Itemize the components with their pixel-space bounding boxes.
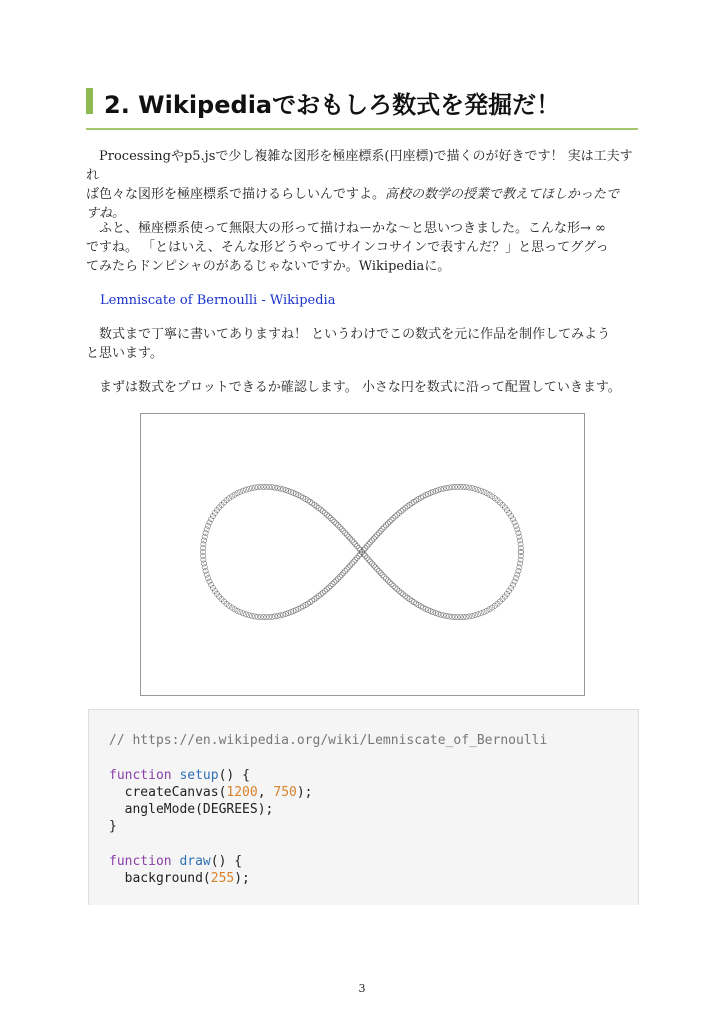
curve-point <box>207 579 212 584</box>
curve-point <box>243 487 248 492</box>
curve-point <box>507 588 512 593</box>
code-line: createCanvas(1200, 750); <box>124 785 313 800</box>
curve-point <box>475 487 480 492</box>
code-block <box>88 709 639 905</box>
paragraph-line: ふと、極座標系使って無限大の形って描けねーかな〜と思いつきました。こんな形→ ∞ <box>99 221 606 236</box>
curve-point <box>512 579 517 584</box>
paragraph-infinity <box>86 219 638 276</box>
curve-point <box>507 510 512 515</box>
curve-point <box>478 611 483 616</box>
curve-point <box>461 484 466 489</box>
code-line: angleMode(DEGREES); <box>124 802 274 817</box>
curve-point <box>261 615 266 620</box>
curve-point <box>264 615 269 620</box>
curve-point <box>202 565 207 570</box>
emphasis-text: 高校の数学の授業で教えてほしかったで <box>385 187 620 202</box>
curve-point <box>517 561 522 566</box>
curve-point <box>205 523 210 528</box>
curve-point <box>461 614 466 619</box>
curve-point <box>510 517 515 522</box>
curve-point <box>261 484 266 489</box>
page-number: 3 <box>358 982 366 995</box>
curve-point <box>458 484 463 489</box>
curve-point <box>240 488 245 493</box>
curve-point <box>517 565 522 570</box>
curve-point <box>212 588 217 593</box>
paragraph-plot <box>86 378 638 397</box>
curve-point <box>258 484 263 489</box>
curve-point <box>515 572 520 577</box>
paragraph-line: Processingやp5.jsで少し複雑な図形を極座標系(円座標)で描くのが好きです！ 実は工夫すれ <box>86 149 633 183</box>
curve-point <box>207 520 212 525</box>
code-line: } <box>109 819 117 834</box>
section-title: 2. Wikipediaでおもしろ数式を発掘だ！ <box>104 91 561 119</box>
curve-point <box>255 614 260 619</box>
heading-accent-bar <box>86 88 93 114</box>
curve-point <box>481 489 486 494</box>
code-comment: // https://en.wikipedia.org/wiki/Lemniscate_of_Bernoulli <box>109 733 548 748</box>
curve-point <box>481 610 486 615</box>
curve-point <box>205 576 210 581</box>
curve-point <box>508 513 513 518</box>
curve-point <box>517 534 522 539</box>
paragraph-line: まずは数式をプロットできるか確認します。 小さな円を数式に沿って配置していきます。 <box>99 380 621 395</box>
curve-point <box>258 614 263 619</box>
curve-point <box>201 561 206 566</box>
curve-point <box>516 530 521 535</box>
curve-point <box>475 612 480 617</box>
curve-point <box>202 534 207 539</box>
curve-point <box>464 614 469 619</box>
curve-point <box>264 484 269 489</box>
paragraph-line: ですね。 「とはいえ、そんな形どうやってサインコサインで表すんだ？」と思ってググっ <box>86 240 609 255</box>
curve-point <box>209 582 214 587</box>
emphasis-text: すね。 <box>86 206 126 221</box>
curve-point <box>472 486 477 491</box>
paragraph-intro <box>86 147 638 223</box>
section-heading <box>86 86 638 130</box>
curve-point <box>512 520 517 525</box>
paragraph-line: ば色々な図形を極座標系で描けるらしいんですよ。高校の数学の授業で教えてほしかったで <box>86 187 620 202</box>
curve-point <box>212 510 217 515</box>
curve-point <box>478 488 483 493</box>
curve-point <box>516 568 521 573</box>
curve-point <box>238 610 243 615</box>
lemniscate-figure <box>140 413 585 696</box>
curve-point <box>458 615 463 620</box>
curve-point <box>513 576 518 581</box>
curve-point <box>510 582 515 587</box>
curve-point <box>238 489 243 494</box>
curve-point <box>455 615 460 620</box>
curve-point <box>210 513 215 518</box>
code-line: background(255); <box>124 871 250 886</box>
curve-point <box>515 527 520 532</box>
code-line: function setup() { <box>109 768 250 783</box>
curve-point <box>455 484 460 489</box>
lemniscate-plot <box>141 414 584 695</box>
paragraph-line: てみたらドンピシャのがあるじゃないですか。Wikipediaに。 <box>86 259 451 274</box>
curve-point <box>204 527 209 532</box>
curve-point <box>240 611 245 616</box>
code-line: function draw() { <box>109 854 243 869</box>
curve-point <box>518 549 523 554</box>
curve-point <box>203 568 208 573</box>
curve-point <box>209 517 214 522</box>
curve-point <box>508 585 513 590</box>
paragraph-plan <box>86 325 638 363</box>
curve-point <box>204 572 209 577</box>
curve-point <box>203 530 208 535</box>
paragraph-line: と思います。 <box>86 346 163 361</box>
curve-point <box>210 585 215 590</box>
curve-point <box>246 486 251 491</box>
curve-point <box>513 523 518 528</box>
curve-point <box>243 612 248 617</box>
paragraph-line: 数式まで丁寧に書いてありますね！ というわけでこの数式を元に作品を制作してみよう <box>99 327 611 342</box>
wikipedia-link[interactable]: Lemniscate of Bernoulli - Wikipedia <box>100 293 336 308</box>
